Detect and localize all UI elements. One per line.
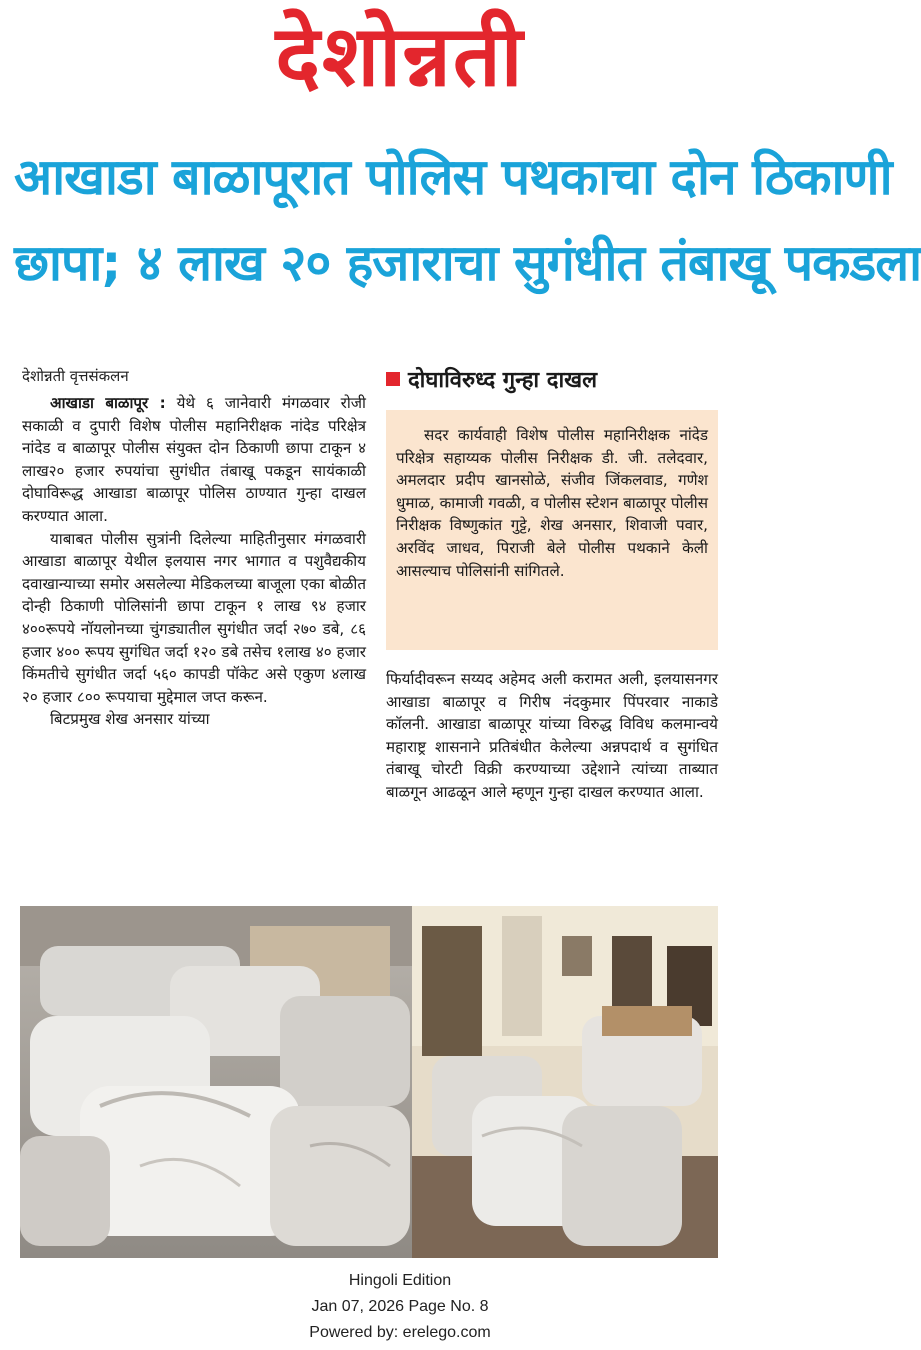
seized-sacks-photo-right [412, 906, 718, 1258]
newspaper-masthead: देशोन्नती [275, 7, 525, 105]
footer-edition: Hingoli Edition [348, 1272, 452, 1289]
police-station-sacks-image [412, 906, 718, 1258]
footer-powered-by: Powered by: erelego.com [309, 1324, 491, 1341]
box-paragraph: सदर कार्यवाही विशेष पोलीस महानिरीक्षक नांदेड परिक्षेत्र सहाय्यक पोलीस निरीक्षक डी. जी. तलेदवार, अमलदार प्रदीप खानसोळे, संजीव जिंकलवाड, गणेश धुमाळ, कामाजी गवळी, व पोलीस स्टेशन बाळापूर पोलीस निरीक्षक विष्णुकांत गुट्टे, शेख अनसार, शिवाजी पवार, अरविंद जाधव, पिराजी बेले पोलीस पथकाने केली आसल्याच पोलिसांनी सांगितले. [396, 426, 708, 580]
sacks-pile-image [20, 906, 412, 1258]
article-paragraph-3: बिटप्रमुख शेख अनसार यांच्या [50, 710, 210, 729]
bullet-square-icon [386, 372, 400, 386]
footer-date-page: Jan 07, 2026 Page No. 8 [311, 1298, 489, 1315]
headline-line-2: छापा; ४ लाख २० हजाराचा सुगंधीत तंबाखू पकडला [14, 234, 921, 292]
article-right-column [386, 668, 718, 804]
article-paragraph-1 [22, 392, 366, 528]
article-left-column [22, 392, 366, 731]
subheading [386, 364, 726, 398]
article-paragraph-2: याबाबत पोलीस सुत्रांनी दिलेल्या माहितीनुसार मंगळवारी आखाडा बाळापूर येथील इलयास नगर भागात व पशुवैद्यकीय दवाखान्याच्या समोर असलेल्या मेडिकलच्या बाजूला एका बोळीत दोन्ही ठिकाणी पोलिसांनी छापा टाकून १ लाख ९४ हजार ४००रूपये नॉयलोनच्या चुंगड्यातील सुगंधीत जर्दा २७० डबे, ८६ हजार ४०० रूपय सुगंधित जर्दा १२० डबे तसेच १लाख ४० हजार किंमतीचे सुगंधीत जर्दा ५६० कापडी पॉकेट असे एकुण ४लाख २० हजार ८०० रूपयाचा मुद्देमाल जप्त करून. [22, 529, 366, 706]
headline-line-1: आखाडा बाळापूरात पोलिस पथकाचा दोन ठिकाणी [14, 148, 892, 206]
paragraph-1-text: येथे ६ जानेवारी मंगळवार रोजी सकाळी व दुपारी विशेष पोलीस महानिरीक्षक नांदेड परिक्षेत्र नांदेड व बाळापूर पोलीस संयुक्त दोन ठिकाणी छापा टाकून ४ लाख२० हजार रुपयांचा सुगंधीत तंबाखू पकडून सायंकाळी दोघाविरूद्ध आखाडा बाळापूर पोलिस ठाण्यात गुन्हा दाखल करण्यात आला. [22, 394, 366, 525]
dateline: आखाडा बाळापूर : [50, 394, 166, 412]
highlight-box [386, 410, 718, 650]
byline: देशोन्नती वृत्तसंकलन [22, 367, 129, 385]
seized-sacks-photo-left [20, 906, 412, 1258]
subheading-text: दोघाविरुध्द गुन्हा दाखल [408, 368, 598, 393]
right-paragraph: फिर्यादीवरून सय्यद अहेमद अली करामत अली, इलयासनगर आखाडा बाळापूर व गिरीष नंदकुमार पिंपरवार नाकाडे कॉलनी. आखाडा बाळापूर यांच्या विरुद्ध विविध कलमान्वये महाराष्ट्र शासनाने प्रतिबंधीत केलेल्या अन्नपदार्थ व सुगंधित तंबाखू चोरटी विक्री करण्याच्या उद्देशाने त्यांच्या ताब्यात बाळगून आढळून आले म्हणून गुन्हा दाखल करण्यात आला. [386, 670, 718, 801]
